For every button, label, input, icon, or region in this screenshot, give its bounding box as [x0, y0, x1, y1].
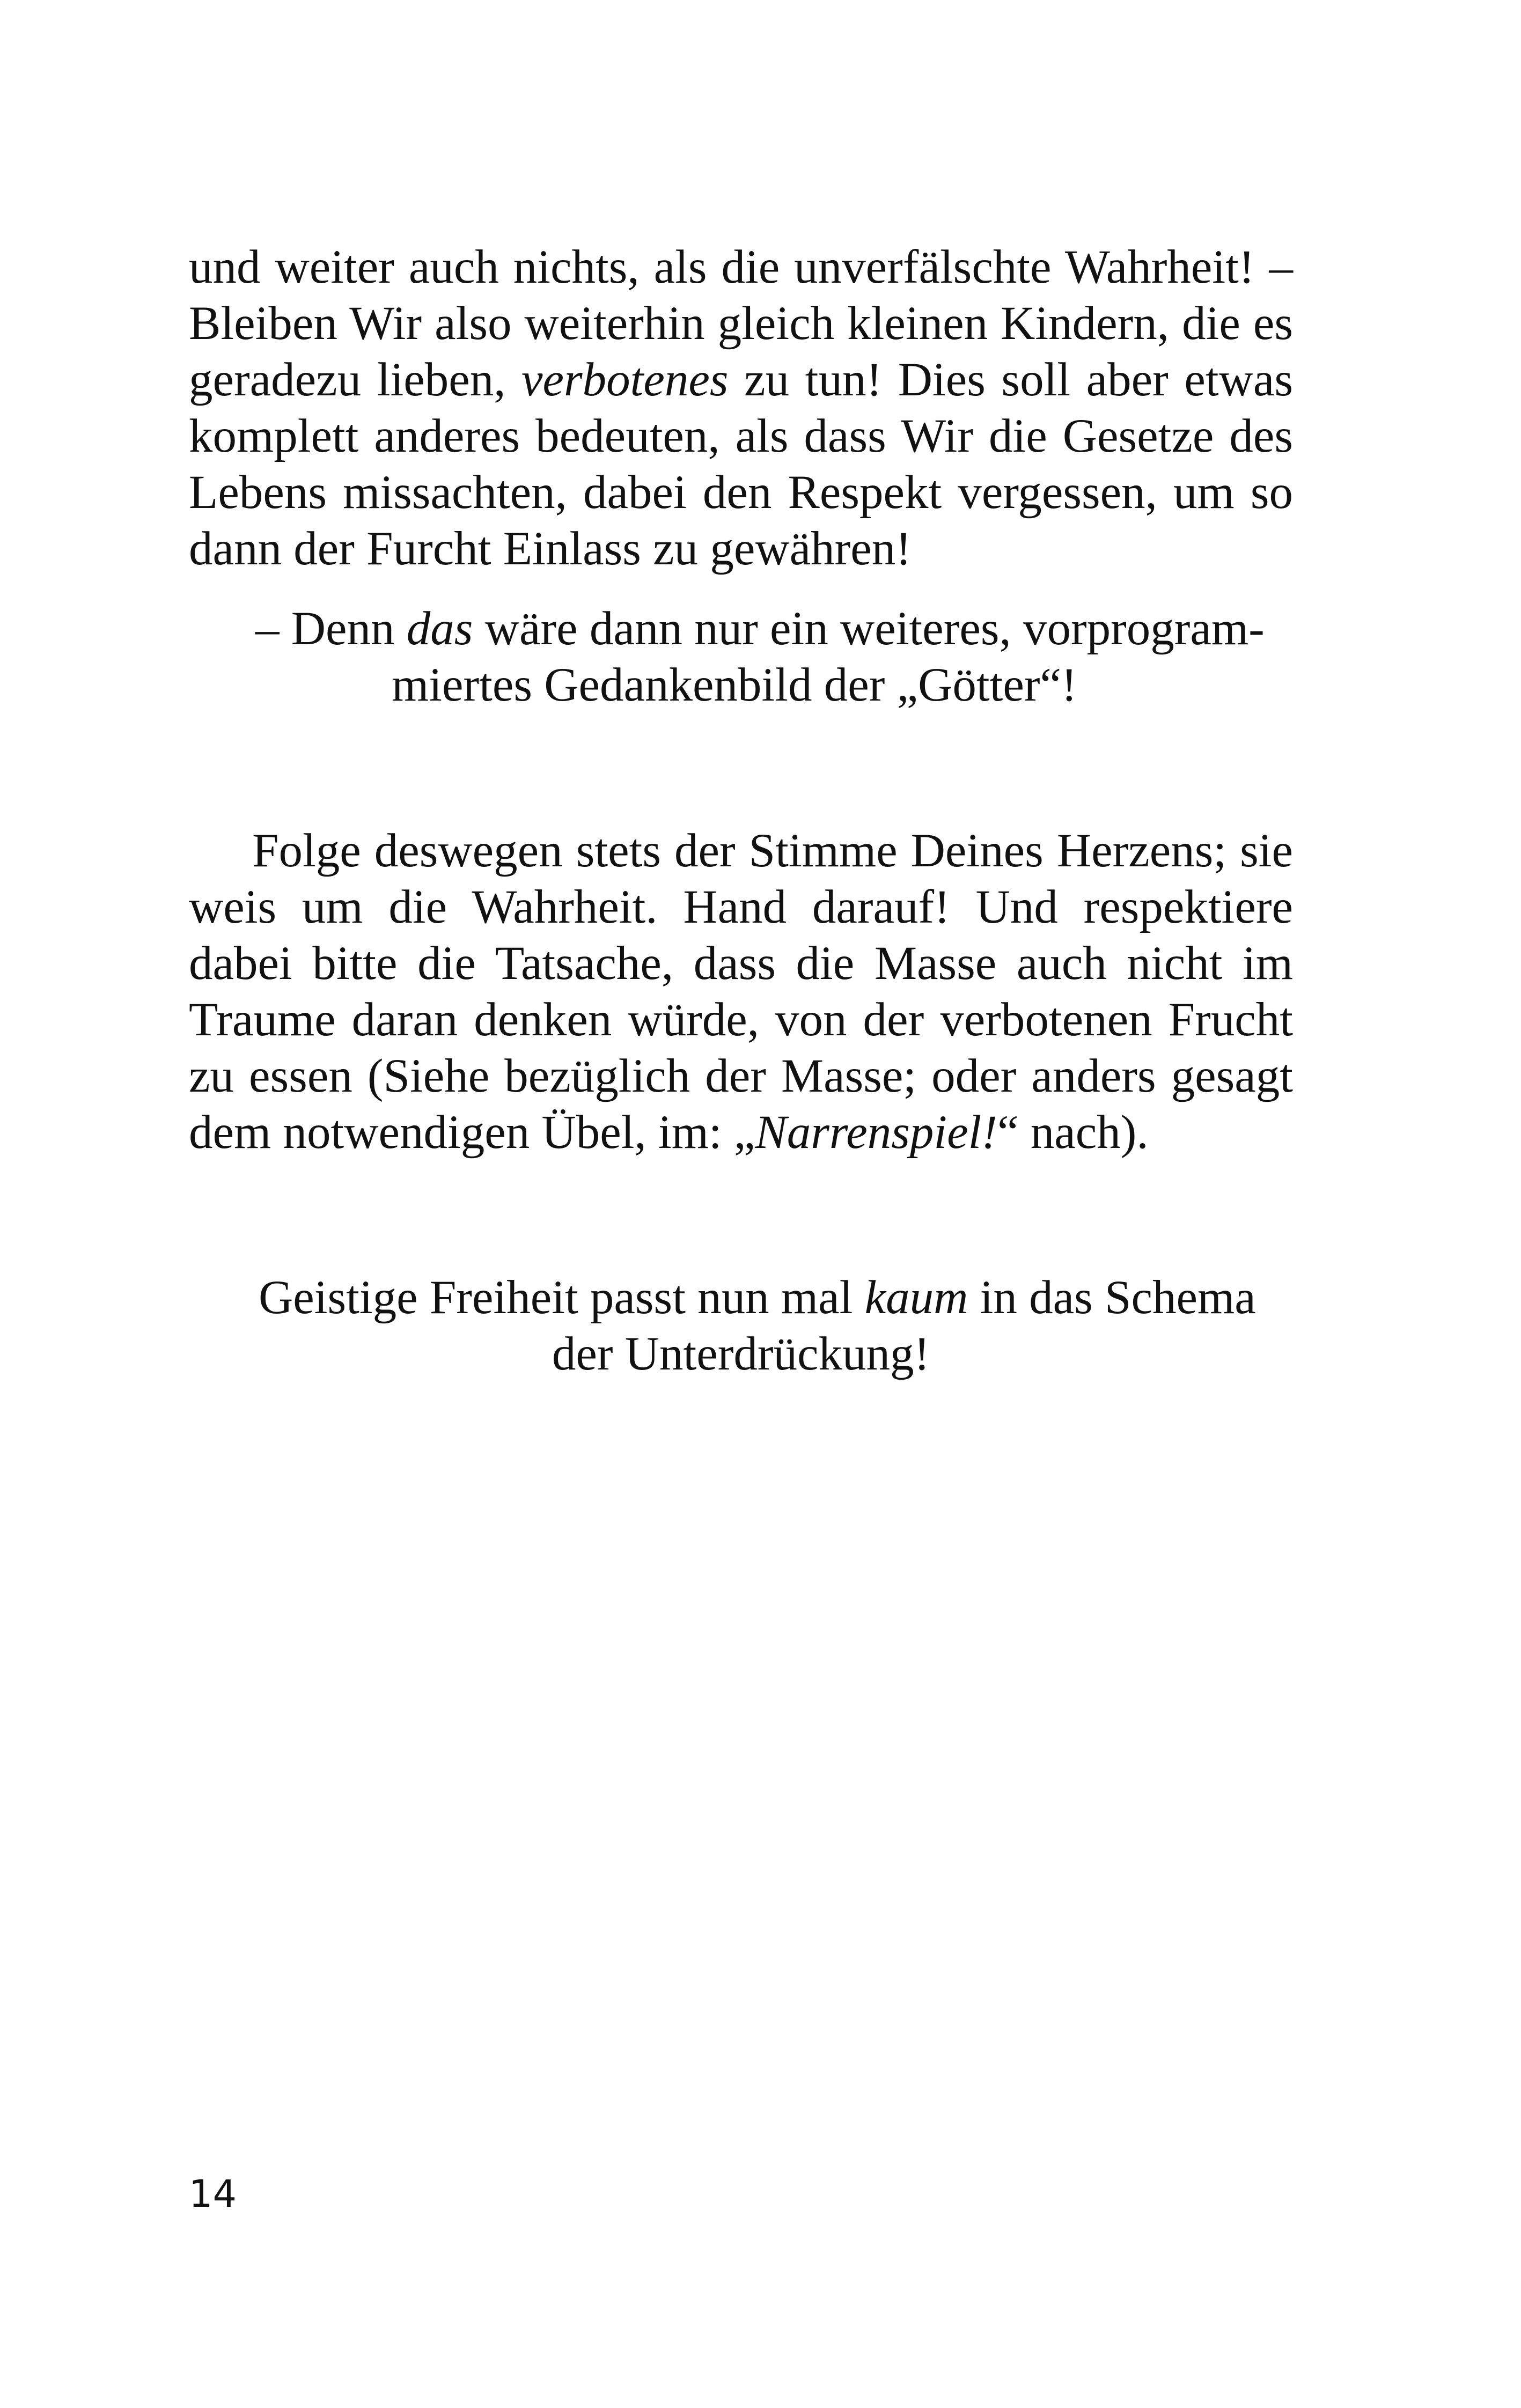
quote-1-line-2: miertes Gedankenbild der „Götter“!: [392, 659, 1077, 711]
paragraph-1-line-5: Lebens missachten, dabei den Respekt vergessen, um so: [189, 466, 1293, 519]
emphasis-kaum: kaum: [864, 1271, 968, 1324]
paragraph-2-line-5: zu essen (Siehe bezüglich der Masse; oder anders gesagt: [189, 1050, 1293, 1102]
paragraph-1-line-3-end: zu tun! Dies soll aber etwas: [728, 354, 1293, 406]
quote-2-line-1-start: Geistige Freiheit passt nun mal: [259, 1271, 865, 1324]
quote-1: [189, 601, 1293, 713]
quote-2-line-1-end: in das Schema: [968, 1271, 1256, 1324]
paragraph-2: [189, 823, 1293, 1161]
paragraph-2-line-1: Folge deswegen stets der Stimme Deines Herzens; sie: [252, 824, 1293, 877]
paragraph-1-line-6: dann der Furcht Einlass zu gewähren!: [189, 522, 912, 575]
quote-1-line-1: [189, 601, 1293, 657]
page-number: 14: [189, 2172, 237, 2216]
quote-2-line-2: der Unterdrückung!: [552, 1328, 930, 1380]
paragraph-1-line-4: komplett anderes bedeuten, als dass Wir die Gesetze des: [189, 410, 1293, 462]
paragraph-2-line-6: [189, 1104, 1293, 1161]
paragraph-1: [189, 239, 1293, 577]
paragraph-2-line-3: dabei bitte die Tatsache, dass die Masse auch nicht im: [189, 937, 1293, 990]
quote-2: [189, 1270, 1293, 1382]
paragraph-1-line-2: Bleiben Wir also weiterhin gleich kleinen Kindern, die es: [189, 297, 1293, 350]
paragraph-2-line-2: weis um die Wahrheit. Hand darauf! Und respektiere: [189, 881, 1293, 933]
emphasis-verbotenes: verbotenes: [521, 354, 729, 406]
paragraph-1-line-3-start: geradezu lieben,: [189, 354, 522, 406]
quote-2-line-1: [189, 1270, 1293, 1326]
paragraph-2-line-4: Traume daran denken würde, von der verbotenen Frucht: [189, 993, 1293, 1046]
paragraph-1-line-3: [189, 352, 1293, 408]
quote-1-line-1-end: wäre dann nur ein weiteres, vorprogram-: [473, 602, 1265, 655]
paragraph-2-line-6-end: “ nach).: [997, 1106, 1149, 1159]
paragraph-1-line-1: und weiter auch nichts, als die unverfälschte Wahrheit! –: [189, 241, 1293, 293]
paragraph-2-line-6-start: dem notwendigen Übel, im: „: [189, 1106, 755, 1159]
emphasis-das: das: [406, 602, 473, 655]
emphasis-narrenspiel: Narrenspiel!: [755, 1106, 997, 1159]
quote-1-line-1-start: – Denn: [255, 602, 407, 655]
